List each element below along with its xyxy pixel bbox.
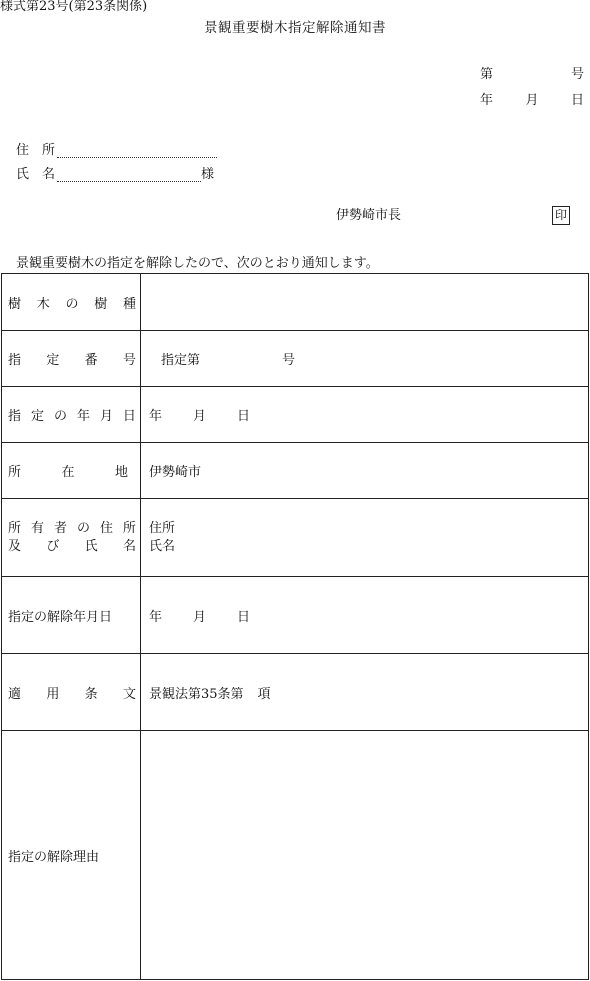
- seal-mark: 印: [552, 206, 570, 225]
- table-row-designation-date: [2, 387, 589, 443]
- issue-day: 日: [570, 93, 584, 108]
- label-char: の: [65, 296, 79, 312]
- recipient-address-label: 住 所: [16, 143, 56, 158]
- label-char: 在: [61, 465, 75, 480]
- table-row-species: [2, 274, 589, 331]
- owner-label: [2, 499, 141, 577]
- owner-name: 氏名: [149, 538, 176, 554]
- label-char: 用: [46, 686, 60, 702]
- label-char: 年: [76, 409, 90, 424]
- article-suffix: 項: [257, 686, 271, 702]
- recipient-address-field[interactable]: [57, 145, 217, 158]
- designation-year: 年: [149, 409, 163, 424]
- issue-number-prefix: 第: [480, 67, 494, 82]
- location-label: [2, 443, 141, 499]
- label-char: 指: [8, 409, 22, 424]
- label-char: 種: [122, 296, 136, 312]
- label-char: の: [76, 520, 90, 536]
- species-label: [2, 274, 141, 331]
- owner-address: 住所: [149, 520, 176, 536]
- table-row-owner: [2, 499, 589, 577]
- release-date-label: 指定の解除年月日: [2, 577, 141, 654]
- designation-date-label: [2, 387, 141, 443]
- designation-day: 日: [237, 409, 251, 424]
- label-char: 号: [122, 353, 136, 368]
- species-value[interactable]: [141, 274, 589, 331]
- label-char: 地: [114, 465, 128, 480]
- issue-month: 月: [525, 93, 539, 108]
- label-char: 氏: [84, 538, 98, 554]
- issue-date-row: [480, 94, 584, 120]
- reason-value[interactable]: [141, 731, 589, 980]
- label-char: 及: [8, 538, 22, 554]
- issue-year: 年: [480, 93, 494, 108]
- label-char: 樹: [94, 296, 108, 312]
- designation-month: 月: [193, 409, 207, 424]
- notice-table: [1, 273, 589, 980]
- label-char: 条: [84, 686, 98, 702]
- location-value[interactable]: 伊勢崎市: [141, 443, 589, 499]
- sender-title: 伊勢崎市長: [336, 208, 402, 223]
- label-char: 所: [122, 520, 136, 536]
- label-char: 定: [46, 353, 60, 368]
- label-char: 名: [122, 538, 136, 554]
- label-char: の: [53, 409, 67, 424]
- recipient-name-row: [16, 163, 214, 182]
- label-char: 者: [53, 520, 67, 536]
- designation-number-prefix: 指定第: [161, 353, 201, 368]
- article-value[interactable]: [141, 654, 589, 731]
- label-char: 所: [8, 520, 22, 536]
- table-row-location: [2, 443, 589, 499]
- table-row-release-date: [2, 577, 589, 654]
- release-year: 年: [149, 609, 163, 625]
- label-char: 木: [36, 296, 50, 312]
- recipient-name-label: 氏 名: [16, 167, 56, 182]
- label-char: 適: [8, 686, 22, 702]
- label-char: 定: [30, 409, 44, 424]
- document-title: 景観重要樹木指定解除通知書: [204, 20, 386, 36]
- designation-number-label: [2, 331, 141, 387]
- label-char: 月: [99, 409, 113, 424]
- form-number: 様式第23号(第23条関係): [0, 0, 148, 14]
- label-char: 住: [99, 520, 113, 536]
- label-char: 樹: [8, 296, 22, 312]
- designation-number-suffix: 号: [282, 353, 296, 368]
- issue-number-date: [480, 68, 584, 120]
- table-row-article: [2, 654, 589, 731]
- release-day: 日: [237, 609, 251, 625]
- recipient-honorific: 様: [201, 167, 215, 182]
- recipient-address-row: [16, 139, 217, 158]
- recipient-name-field[interactable]: [57, 169, 201, 182]
- issue-number-row: [480, 68, 584, 94]
- release-month: 月: [193, 609, 207, 625]
- designation-date-value[interactable]: [141, 387, 589, 443]
- designation-number-value[interactable]: [141, 331, 589, 387]
- label-char: 日: [122, 409, 136, 424]
- label-char: 所: [8, 465, 22, 480]
- owner-value[interactable]: [141, 499, 589, 577]
- label-char: 番: [84, 353, 98, 368]
- issue-number-suffix: 号: [570, 67, 584, 82]
- reason-label: 指定の解除理由: [2, 731, 141, 980]
- table-row-reason: [2, 731, 589, 980]
- article-prefix: 景観法第35条第: [149, 686, 244, 702]
- label-char: び: [46, 538, 60, 554]
- intro-text: 景観重要樹木の指定を解除したので、次のとおり通知します。: [16, 256, 379, 271]
- label-char: 指: [8, 353, 22, 368]
- label-char: 有: [30, 520, 44, 536]
- label-char: 文: [122, 686, 136, 702]
- table-row-designation-number: [2, 331, 589, 387]
- article-label: [2, 654, 141, 731]
- release-date-value[interactable]: [141, 577, 589, 654]
